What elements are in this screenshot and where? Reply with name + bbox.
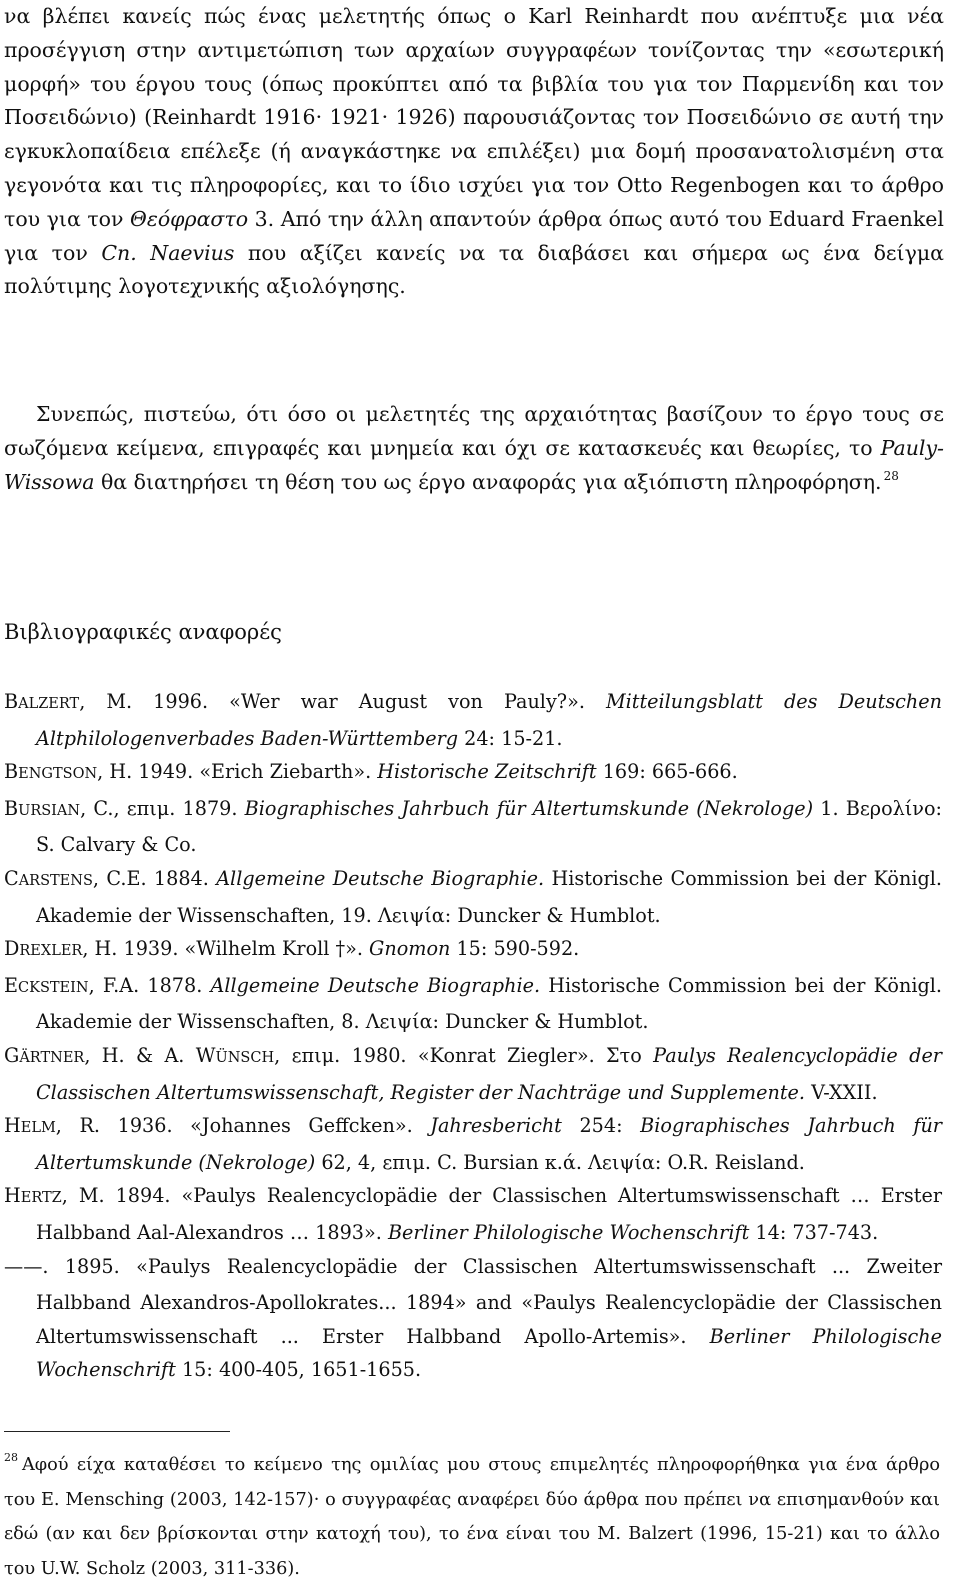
text-run: V-XXII. <box>805 1080 878 1104</box>
text-run: 24: 15-21. <box>458 726 563 750</box>
author-smallcaps: ÜNSCH <box>215 1049 275 1066</box>
bibliography-entry <box>4 1109 942 1179</box>
italic-text: Θεόφραστο <box>130 206 249 231</box>
bibliography-list <box>4 685 942 1387</box>
italic-title: Mitteilungsblatt des Deutschen Altphilologenverbades Baden-Württemberg <box>36 690 942 750</box>
italic-title: Allgemeine Deutsche Biographie. <box>210 973 541 997</box>
author-smallcaps: REXLER <box>19 943 83 960</box>
text-run: να βλέπει κανείς πώς ένας μελετητής όπως ο Karl Reinhardt που ανέπτυξε μια νέα προσέγγιση στην αντιμετώπιση των αρχαίων συγγραφέων τονίζοντας την «εσωτερική μορφή» του έργου τους (όπως προκύπτει από τα βιβλία του για τον Παρμενίδη και τον Ποσειδώνιο) (Reinhardt 1916· 1921· 1926) παρουσιάζοντας τον Ποσειδώνιο σε αυτή την εγκυκλοπαίδεια επέλεξε (ή αναγκάστηκε να επιλέξει) μια δομή προσανατολισμένη στα γεγονότα και τις πληροφορίες, και το ίδιο ισχύει για τον Otto Regenbogen και το άρθρο του για τον <box>4 4 944 231</box>
ditto-dash: —— <box>4 1254 43 1278</box>
author-smallcaps: ENGTSON <box>18 766 98 783</box>
author-smallcaps: ARSTENS <box>18 872 93 889</box>
text-run: , C., επιμ. 1879. <box>80 796 245 820</box>
text-run: , H. 1939. «Wilhelm Kroll †». <box>82 937 370 961</box>
author-initial: D <box>4 937 20 961</box>
body-paragraph-1 <box>4 0 944 304</box>
bibliography-entry <box>4 862 942 932</box>
italic-title: Jahresbericht <box>430 1114 562 1138</box>
text-run: 3. Από την άλλη απαντούν άρθρα όπως αυτό του Eduard Fraenkel για τον <box>4 206 944 265</box>
author-smallcaps: ALZERT <box>18 696 80 712</box>
text-run: που αξίζει κανείς να τα διαβάσει και σήμερα ως ένα δείγμα πολύτιμης λογοτεχνικής αξιολόγησης. <box>4 240 944 299</box>
italic-title: Gnomon <box>369 937 451 961</box>
author-initial: E <box>4 973 19 997</box>
italic-text: Pauly-Wissowa <box>4 435 944 494</box>
text-run: , M. 1996. «Wer war August von Pauly?». <box>79 690 606 713</box>
italic-title: Biographisches Jahrbuch für Altertumskunde (Nekrologe) <box>36 1114 942 1174</box>
text-run: 15: 400-405, 1651-1655. <box>175 1358 422 1382</box>
italic-title: Allgemeine Deutsche Biographie. <box>216 866 545 890</box>
author-initial: H <box>4 1114 21 1138</box>
text-run: 62, 4, επιμ. C. Bursian κ.ά. Λειψία: O.R. Reisland. <box>315 1150 805 1174</box>
bibliography-heading: Βιβλιογραφικές αναφορές <box>4 620 282 644</box>
bibliography-entry <box>4 1039 942 1109</box>
footnote-reference[interactable]: 28 <box>883 468 899 483</box>
text-run: 254: <box>561 1114 641 1138</box>
footnote-body: Αφού είχα καταθέσει το κείμενο της ομιλίας μου στους επιμελητές πληροφορήθηκα για ένα άρθρο του E. Mensching (2003, 142-157)· ο συγγραφέας αναφέρει δύο άρθρα που πρέπει να επισημανθούν και εδώ (αν και δεν βρίσκονται στην κατοχή του), το ένα είναι του M. Balzert (1996, 15-21) και το άλλο του U.W. Scholz (2003, 311-336). <box>4 1455 940 1579</box>
body-paragraph-2 <box>4 398 944 499</box>
author-smallcaps: CKSTEIN <box>18 979 89 996</box>
footnote-divider <box>4 1431 230 1432</box>
bibliography-entry <box>4 969 942 1039</box>
text-run: , F.A. 1878. <box>88 973 211 997</box>
author-smallcaps: ERTZ <box>20 1190 62 1207</box>
text-run: , H. 1949. «Erich Ziebarth». <box>97 760 378 784</box>
text-run: , επιμ. 1980. «Konrat Ziegler». Στο <box>274 1043 654 1067</box>
italic-title: Paulys Realencyclopädie der Classischen Altertumswissenschaft, Register der Nachträge und Supplemente. <box>36 1043 942 1104</box>
author-smallcaps: URSIAN <box>18 802 81 819</box>
author-initial: G <box>4 1043 20 1067</box>
italic-text: Cn. Naevius <box>101 240 235 265</box>
text-run: , H. & A. <box>84 1043 196 1067</box>
text-run: 169: 665-666. <box>596 760 738 784</box>
author-smallcaps: ELM <box>20 1120 56 1137</box>
author-initial: B <box>4 690 19 713</box>
bibliography-entry <box>4 755 942 792</box>
author-initial: W <box>195 1043 216 1067</box>
author-initial: H <box>4 1184 21 1208</box>
text-run: , C.E. 1884. <box>92 866 217 890</box>
italic-title: Biographisches Jahrbuch für Altertumskunde (Nekrologe) <box>244 796 814 820</box>
text-run: , R. 1936. «Johannes Geffcken». <box>55 1114 431 1138</box>
italic-title: Historische Zeitschrift <box>377 760 597 784</box>
text-run: 1. Βερολίνο: S. Calvary & Co. <box>36 796 942 857</box>
author-initial: B <box>4 796 19 820</box>
bibliography-entry <box>4 792 942 862</box>
author-initial: B <box>4 760 19 784</box>
italic-title: Berliner Philologische Wochenschrift <box>387 1220 750 1244</box>
text-run: Historische Commission bei der Königl. Akademie der Wissenschaften, 8. Λειψία: Duncker & Humblot. <box>36 973 942 1034</box>
text-run: 15: 590-592. <box>450 937 580 961</box>
text-run: . 1895. «Paulys Realencyclopädie der Classischen Altertumswissenschaft ... Zweiter Halbband Alexandros-Apollokrates... 1894» and «Paulys Realencyclopädie der Classischen Altertumswissenschaft ... Erster Halbband Apollo-Artemis». <box>36 1254 942 1348</box>
author-initial: C <box>4 866 19 890</box>
bibliography-entry <box>4 1250 942 1387</box>
bibliography-entry <box>4 1179 942 1249</box>
footnote-text <box>4 1448 940 1586</box>
text-run: Historische Commission bei der Königl. Akademie der Wissenschaften, 19. Λειψία: Duncker & Humblot. <box>36 866 942 927</box>
text-run: Συνεπώς, πιστεύω, ότι όσο οι μελετητές της αρχαιότητας βασίζουν το έργο τους σε σωζόμενα κείμενα, επιγραφές και μνημεία και όχι σε κατασκευές και θεωρίες, το <box>4 402 944 460</box>
bibliography-entry <box>4 685 942 755</box>
text-run: 14: 737-743. <box>749 1220 879 1244</box>
author-smallcaps: ÄRTNER <box>19 1049 85 1066</box>
text-run: , M. 1894. «Paulys Realencyclopädie der Classischen Altertumswissenschaft … Erster Halbband Aal-Alexandros … 1893». <box>36 1184 942 1244</box>
footnote-number: 28 <box>4 1451 18 1465</box>
text-run: θα διατηρήσει τη θέση του ως έργο αναφοράς για αξιόπιστη πληροφόρηση. <box>94 469 882 494</box>
italic-title: Berliner Philologische Wochenschrift <box>36 1324 942 1382</box>
bibliography-entry <box>4 932 942 969</box>
